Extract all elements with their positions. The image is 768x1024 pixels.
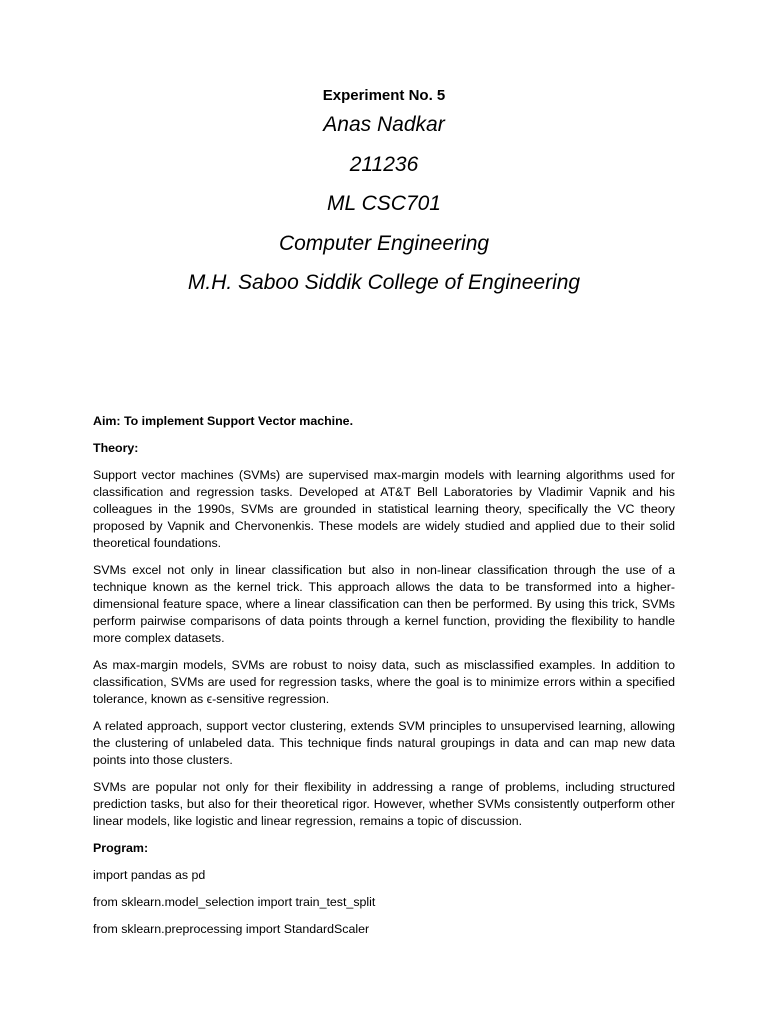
title-block xyxy=(0,86,768,310)
code-line-2: from sklearn.model_selection import train_test_split xyxy=(93,895,376,909)
theory-paragraph-4: A related approach, support vector clustering, extends SVM principles to unsupervised learning, allowing the clustering of unlabeled data. This technique finds natural groupings in data and can map new data points into those clusters. xyxy=(93,719,675,767)
experiment-number: Experiment No. 5 xyxy=(322,87,446,104)
student-name: Anas Nadkar xyxy=(323,113,445,136)
program-heading: Program: xyxy=(93,841,149,855)
theory-paragraph-2: SVMs excel not only in linear classification but also in non-linear classification through the use of a technique known as the kernel trick. This approach allows the data to be transformed into a higher-dimensional feature space, where a linear classification can then be performed. By using this trick, SVMs perform pairwise comparisons of data points through a kernel function, providing the flexibility to handle more complex datasets. xyxy=(93,563,675,645)
code-line-3: from sklearn.preprocessing import StandardScaler xyxy=(93,922,370,936)
theory-paragraph-5: SVMs are popular not only for their flexibility in addressing a range of problems, including structured prediction tasks, but also for their theoretical rigor. However, whether SVMs consistently outperform other linear models, like logistic and linear regression, remains a topic of discussion. xyxy=(93,780,675,828)
aim-statement: Aim: To implement Support Vector machine. xyxy=(93,414,354,428)
department: Computer Engineering xyxy=(278,231,490,255)
document-body xyxy=(93,413,675,948)
theory-paragraph-1: Support vector machines (SVMs) are supervised max-margin models with learning algorithms used for classification and regression tasks. Developed at AT&T Bell Laboratories by Vladimir Vapnik and his colleagues in the 1990s, SVMs are grounded in statistical learning theory, specifically the VC theory proposed by Vapnik and Chervonenkis. These models are widely studied and applied due to their solid theoretical foundations. xyxy=(93,468,675,550)
theory-heading: Theory: xyxy=(93,441,139,455)
college-name: M.H. Saboo Siddik College of Engineering xyxy=(187,271,581,294)
theory-paragraph-3: As max-margin models, SVMs are robust to noisy data, such as misclassified examples. In addition to classification, SVMs are used for regression tasks, where the goal is to minimize errors within a specified tolerance, known as ϵ-sensitive regression. xyxy=(93,658,675,706)
roll-number: 211236 xyxy=(349,152,419,176)
course-code: ML CSC701 xyxy=(326,192,441,215)
code-line-1: import pandas as pd xyxy=(93,868,206,882)
